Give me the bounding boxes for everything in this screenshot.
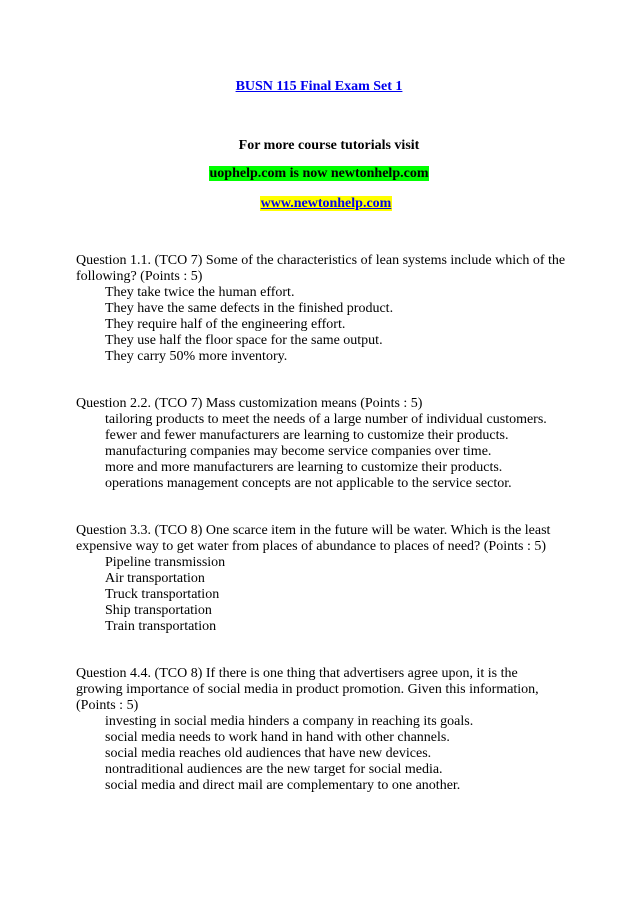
option-item: operations management concepts are not applicable to the service sector. (105, 476, 512, 491)
visit-text: For more course tutorials visit (238, 138, 420, 153)
title-link[interactable]: BUSN 115 Final Exam Set 1 (235, 79, 403, 94)
option-item: Train transportation (105, 619, 217, 634)
option-list (76, 555, 566, 635)
option-list (76, 412, 566, 492)
option-item: more and more manufacturers are learning to customize their products. (105, 460, 503, 475)
option-item: manufacturing companies may become service companies over time. (105, 444, 492, 459)
option-item: They take twice the human effort. (105, 285, 295, 300)
question-text: Question 1.1. (TCO 7) Some of the characteristics of lean systems include which of the following? (Points : 5) (76, 253, 566, 284)
option-list (76, 285, 566, 365)
question-3 (76, 523, 566, 635)
option-item: nontraditional audiences are the new target for social media. (105, 762, 443, 777)
question-4 (76, 666, 566, 794)
website (0, 196, 638, 212)
document-title (0, 79, 638, 95)
question-text: Question 4.4. (TCO 8) If there is one thing that advertisers agree upon, it is the growing importance of social media in product promotion. Given this information, (Points : 5) (76, 666, 539, 713)
option-item: Air transportation (105, 571, 205, 586)
option-item: social media needs to work hand in hand with other channels. (105, 730, 450, 745)
website-link[interactable]: www.newtonhelp.com (260, 196, 392, 211)
option-item: They carry 50% more inventory. (105, 349, 288, 364)
site-notice (0, 166, 638, 182)
option-item: Ship transportation (105, 603, 212, 618)
site-notice-highlight: uophelp.com is now newtonhelp.com (209, 166, 429, 181)
option-item: social media reaches old audiences that have new devices. (105, 746, 432, 761)
option-item: They have the same defects in the finished product. (105, 301, 394, 316)
option-item: Truck transportation (105, 587, 220, 602)
option-item: fewer and fewer manufacturers are learning to customize their products. (105, 428, 509, 443)
option-item: Pipeline transmission (105, 555, 226, 570)
question-text: Question 2.2. (TCO 7) Mass customization means (Points : 5) (76, 396, 423, 411)
question-list (76, 253, 566, 825)
question-text: Question 3.3. (TCO 8) One scarce item in the future will be water. Which is the least expensive way to get water from places of abundance to places of need? (Points : 5) (76, 523, 551, 554)
option-item: tailoring products to meet the needs of a large number of individual customers. (105, 412, 547, 427)
option-item: investing in social media hinders a company in reaching its goals. (105, 714, 474, 729)
option-item: social media and direct mail are complementary to one another. (105, 778, 461, 793)
option-list (76, 714, 566, 794)
option-item: They require half of the engineering effort. (105, 317, 346, 332)
question-2 (76, 396, 566, 492)
option-item: They use half the floor space for the same output. (105, 333, 383, 348)
question-1 (76, 253, 566, 365)
